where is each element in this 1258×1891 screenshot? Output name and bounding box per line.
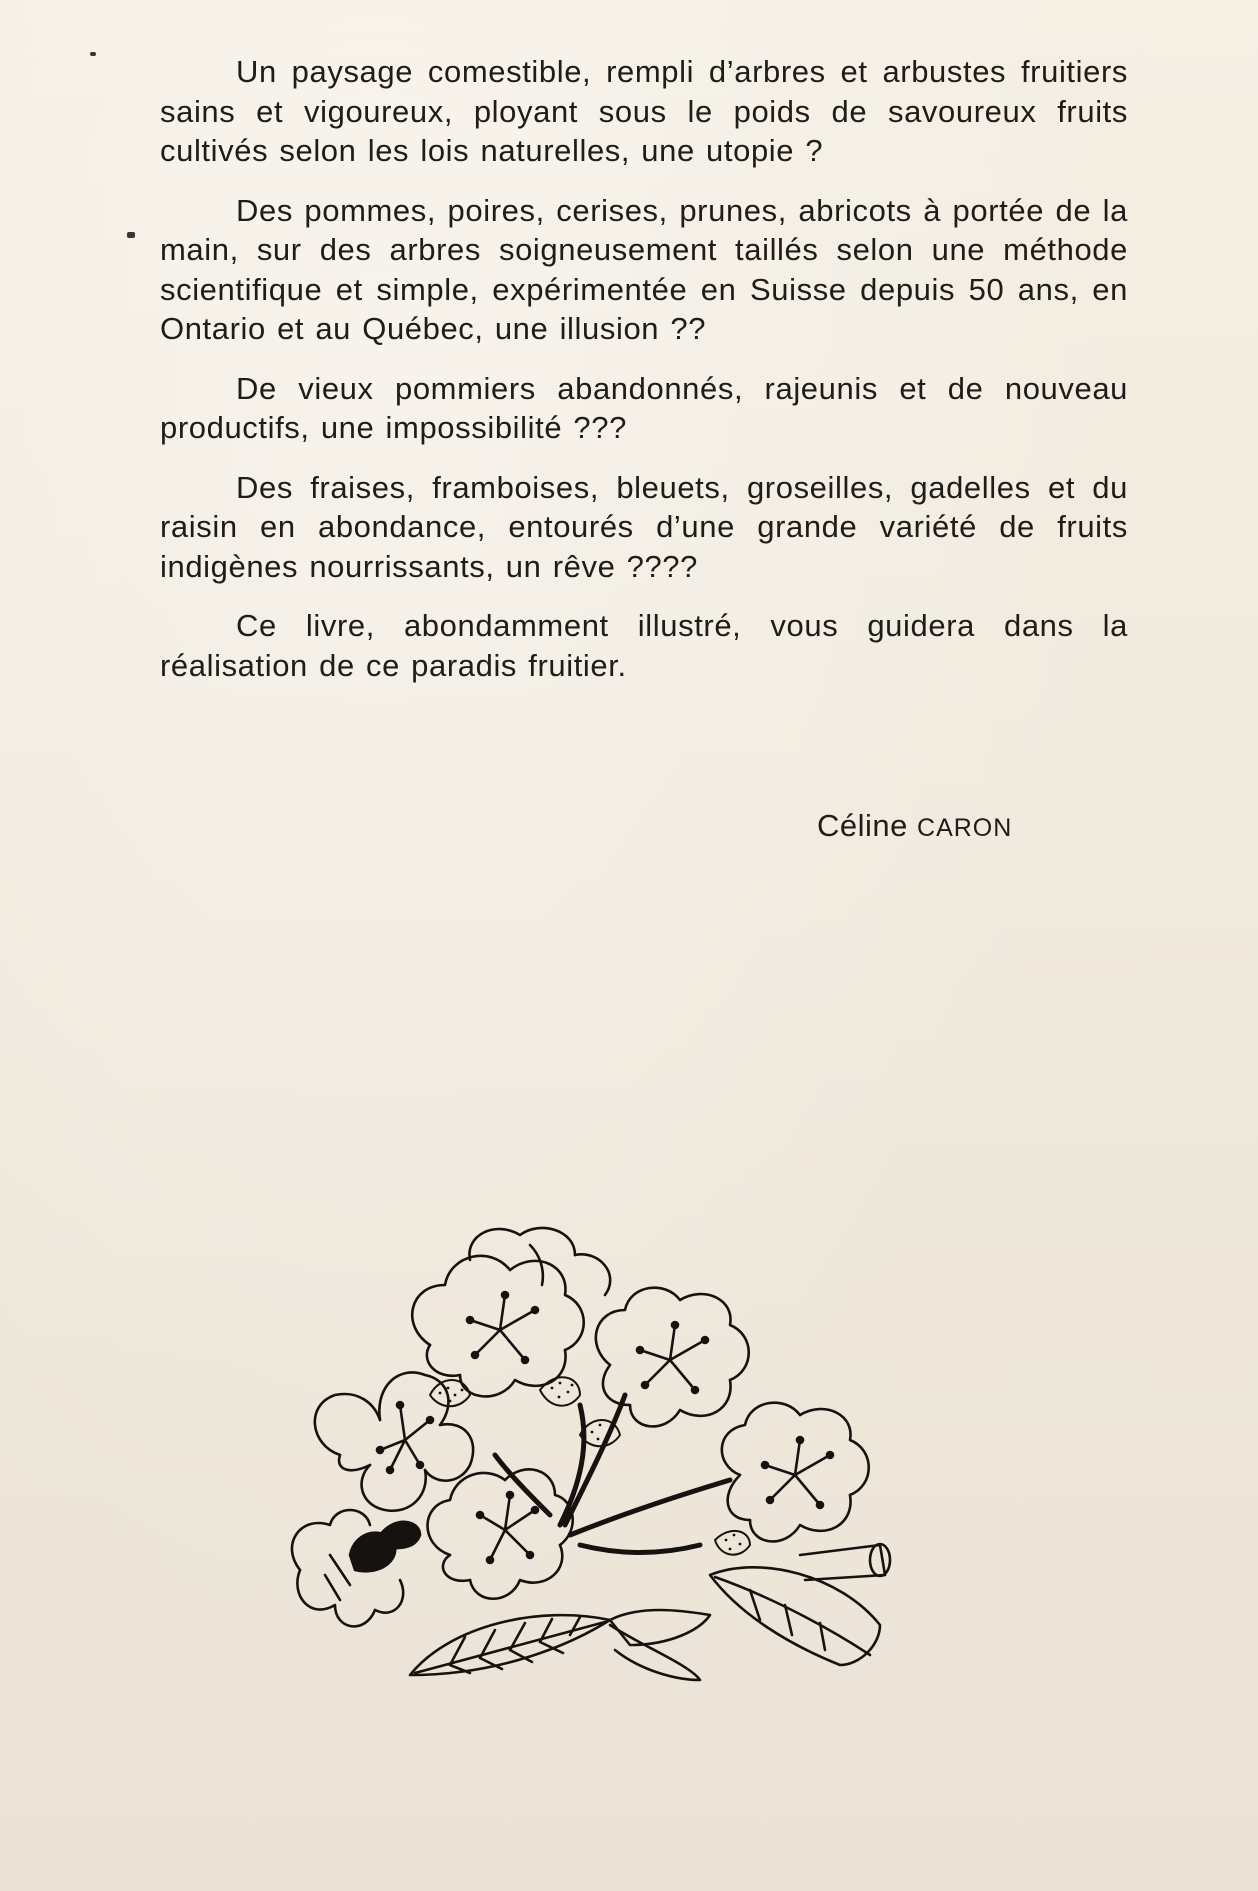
- blurb-text: [160, 52, 1128, 705]
- apple-blossom-illustration: [280, 1225, 1000, 1695]
- blossom-icon: [469, 1228, 610, 1295]
- leaf-icon: [710, 1567, 880, 1665]
- paragraph-utopie: Un paysage comestible, rempli d’arbres et arbustes fruitiers sains et vigoureux, ployant sous le poids de savoureux fruits cultivés selon les lois naturelles, une utopie ?: [160, 54, 1128, 168]
- bud-icon: [350, 1522, 420, 1571]
- paragraph-reve: Des fraises, framboises, bleuets, groseilles, gadelles et du raisin en abondance, entourés d’une grande variété de fruits indigènes nourrissants, un rêve ????: [160, 469, 1128, 584]
- blossom-icon: [315, 1372, 473, 1510]
- blossom-icon: [722, 1403, 869, 1542]
- stem-icon: [495, 1395, 730, 1553]
- author-first-name: Céline: [817, 808, 908, 843]
- paragraph-illusion: Des pommes, poires, cerises, prunes, abricots à portée de la main, sur des arbres soigneusement taillés selon une méthode scientifique et simple, expérimentée en Suisse depuis 50 ans, en Ontario et au Québec, une illusion ??: [160, 192, 1128, 346]
- author-last-name: CARON: [917, 814, 1013, 842]
- paragraph-impossibilite: De vieux pommiers abandonnés, rajeunis et de nouveau productifs, une impossibilité ???: [160, 370, 1128, 445]
- page-speck: [127, 232, 135, 238]
- page-speck: [90, 52, 96, 56]
- paragraph-conclusion: Ce livre, abondamment illustré, vous guidera dans la réalisation de ce paradis fruitier.: [160, 608, 1128, 683]
- author-signature: [817, 808, 1012, 844]
- blossom-icon: [428, 1469, 573, 1598]
- leaf-icon: [410, 1615, 610, 1675]
- branch-stub-icon: [610, 1544, 890, 1680]
- blossom-icon: [412, 1256, 584, 1397]
